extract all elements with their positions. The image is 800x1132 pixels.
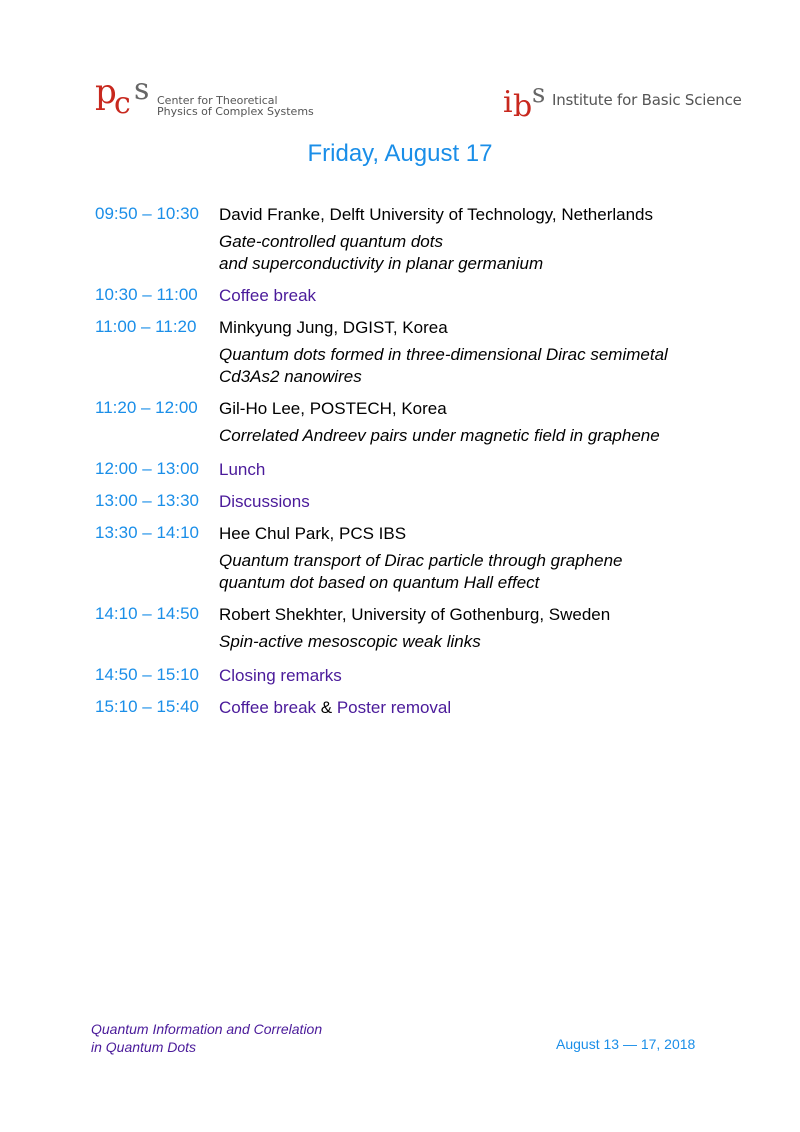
schedule-event-row <box>95 697 735 719</box>
time-slot: 14:10 – 14:50 <box>95 604 199 623</box>
pcs-logo-mark <box>95 73 155 117</box>
talk-title-line: Quantum dots formed in three-dimensional Dirac semimetal <box>219 345 668 364</box>
time-slot: 09:50 – 10:30 <box>95 204 199 223</box>
slot-content <box>219 491 735 513</box>
schedule-event-row <box>95 285 735 307</box>
slot-content <box>219 317 735 388</box>
time-slot: 11:20 – 12:00 <box>95 398 198 417</box>
ibs-logo-text: Institute for Basic Science <box>552 91 742 109</box>
event-name: Lunch <box>219 460 266 479</box>
event-label <box>219 697 735 719</box>
time-slot: 13:30 – 14:10 <box>95 523 199 542</box>
event-name: Coffee break <box>219 286 317 305</box>
slot-content <box>219 523 735 594</box>
event-label <box>219 285 735 307</box>
talk-title-line: Cd3As2 nanowires <box>219 367 362 386</box>
talk-title-line: and superconductivity in planar germanium <box>219 254 544 273</box>
svg-text:s: s <box>532 80 546 109</box>
speaker-name: Hee Chul Park, PCS IBS <box>219 524 407 543</box>
schedule-talk-row <box>95 398 735 447</box>
slot-content <box>219 285 735 307</box>
talk-title <box>219 231 735 275</box>
schedule-talk-row <box>95 604 735 653</box>
svg-text:p: p <box>95 73 117 112</box>
time-slot: 10:30 – 11:00 <box>95 285 198 304</box>
talk-title <box>219 631 735 653</box>
schedule-event-row <box>95 491 735 513</box>
schedule-event-row <box>95 665 735 687</box>
svg-text:c: c <box>114 86 131 117</box>
talk-title-line: Gate-controlled quantum dots <box>219 232 443 251</box>
talk-title-line: quantum dot based on quantum Hall effect <box>219 573 540 592</box>
event-connector: & <box>320 698 333 717</box>
talk-title-line: Correlated Andreev pairs under magnetic field in graphene <box>219 426 660 445</box>
svg-text:s: s <box>134 73 150 107</box>
schedule-event-row <box>95 459 735 481</box>
svg-text:i: i <box>503 85 513 118</box>
event-label <box>219 491 735 513</box>
talk-title-line: Quantum transport of Dirac particle through graphene <box>219 551 623 570</box>
schedule-talk-row <box>95 317 735 388</box>
speaker-name: Robert Shekhter, University of Gothenburg, Sweden <box>219 605 611 624</box>
talk-title <box>219 344 735 388</box>
speaker-name: David Franke, Delft University of Technology, Netherlands <box>219 205 654 224</box>
slot-content <box>219 459 735 481</box>
page-title: Friday, August 17 <box>307 140 493 167</box>
slot-content <box>219 604 735 653</box>
ibs-logo-mark <box>503 80 551 118</box>
speaker-name: Gil-Ho Lee, POSTECH, Korea <box>219 399 447 418</box>
event-name: Poster removal <box>336 698 452 717</box>
time-slot: 11:00 – 11:20 <box>95 317 197 336</box>
slot-content <box>219 204 735 275</box>
event-label <box>219 665 735 687</box>
time-slot: 13:00 – 13:30 <box>95 491 199 510</box>
slot-content <box>219 697 735 719</box>
footer-dates: August 13 — 17, 2018 <box>556 1036 696 1052</box>
event-label <box>219 459 735 481</box>
time-slot: 14:50 – 15:10 <box>95 665 199 684</box>
talk-title <box>219 425 735 447</box>
speaker-name: Minkyung Jung, DGIST, Korea <box>219 318 448 337</box>
time-slot: 15:10 – 15:40 <box>95 697 199 716</box>
schedule-talk-row <box>95 523 735 594</box>
time-slot: 12:00 – 13:00 <box>95 459 199 478</box>
talk-title-line: Spin-active mesoscopic weak links <box>219 632 481 651</box>
schedule-talk-row <box>95 204 735 275</box>
svg-text:b: b <box>513 89 533 118</box>
event-name: Coffee break <box>219 698 317 717</box>
slot-content <box>219 665 735 687</box>
event-name: Closing remarks <box>219 666 342 685</box>
pcs-logo-text: Center for Theoretical Physics of Complex Systems <box>157 94 314 118</box>
talk-title <box>219 550 735 594</box>
slot-content <box>219 398 735 447</box>
event-name: Discussions <box>219 492 310 511</box>
footer-conference-title: Quantum Information and Correlation in Quantum Dots <box>91 1021 323 1055</box>
